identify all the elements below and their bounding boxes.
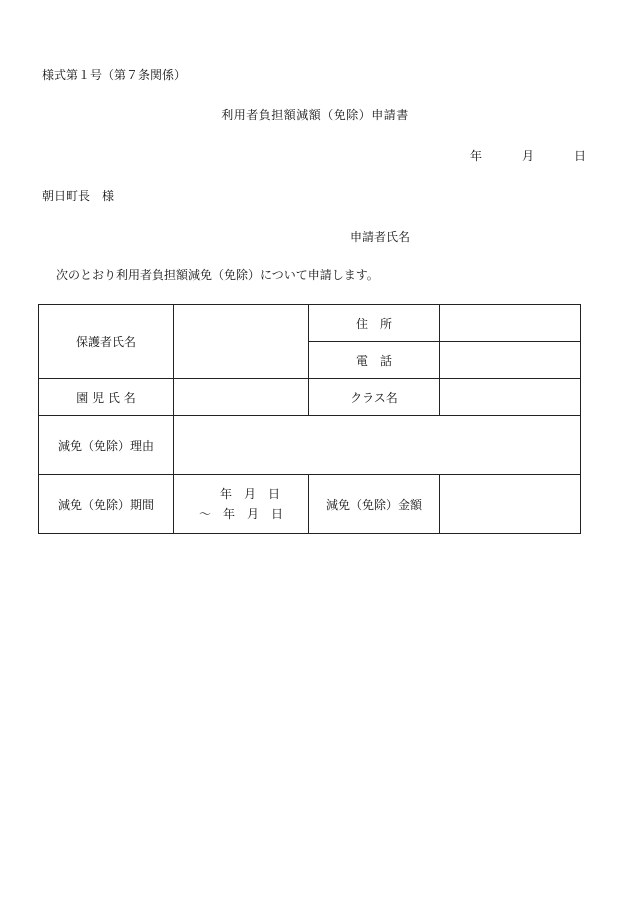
document-title: 利用者負担額減額（免除）申請書 — [221, 108, 409, 122]
child-name-label: 園 児 氏 名 — [39, 379, 174, 416]
phone-label: 電 話 — [309, 342, 440, 379]
reason-label: 減免（免除）理由 — [39, 416, 174, 475]
applicant-name-label: 申請者氏名 — [350, 230, 411, 244]
amount-label: 減免（免除）金額 — [309, 475, 440, 534]
address-field[interactable] — [440, 305, 581, 342]
date-year: 年 — [469, 149, 482, 163]
period-from: 年 月 日 — [219, 487, 280, 501]
application-table — [38, 304, 581, 534]
date-month: 月 — [521, 149, 534, 163]
date-day: 日 — [573, 149, 586, 163]
period-to: ～ 年 月 日 — [198, 507, 283, 521]
amount-field[interactable] — [440, 475, 581, 534]
address-label: 住 所 — [309, 305, 440, 342]
child-name-field[interactable] — [174, 379, 309, 416]
date-line — [470, 147, 586, 164]
class-name-field[interactable] — [440, 379, 581, 416]
period-field[interactable] — [174, 475, 309, 534]
guardian-name-field[interactable] — [174, 305, 309, 379]
intro-text: 次のとおり利用者負担額減免（免除）について申請します。 — [56, 268, 379, 282]
addressee: 朝日町長 様 — [42, 189, 115, 203]
form-number: 様式第１号（第７条関係） — [42, 68, 187, 82]
class-name-label: クラス名 — [309, 379, 440, 416]
guardian-name-label: 保護者氏名 — [39, 305, 174, 379]
period-label: 減免（免除）期間 — [39, 475, 174, 534]
phone-field[interactable] — [440, 342, 581, 379]
reason-field[interactable] — [174, 416, 581, 475]
